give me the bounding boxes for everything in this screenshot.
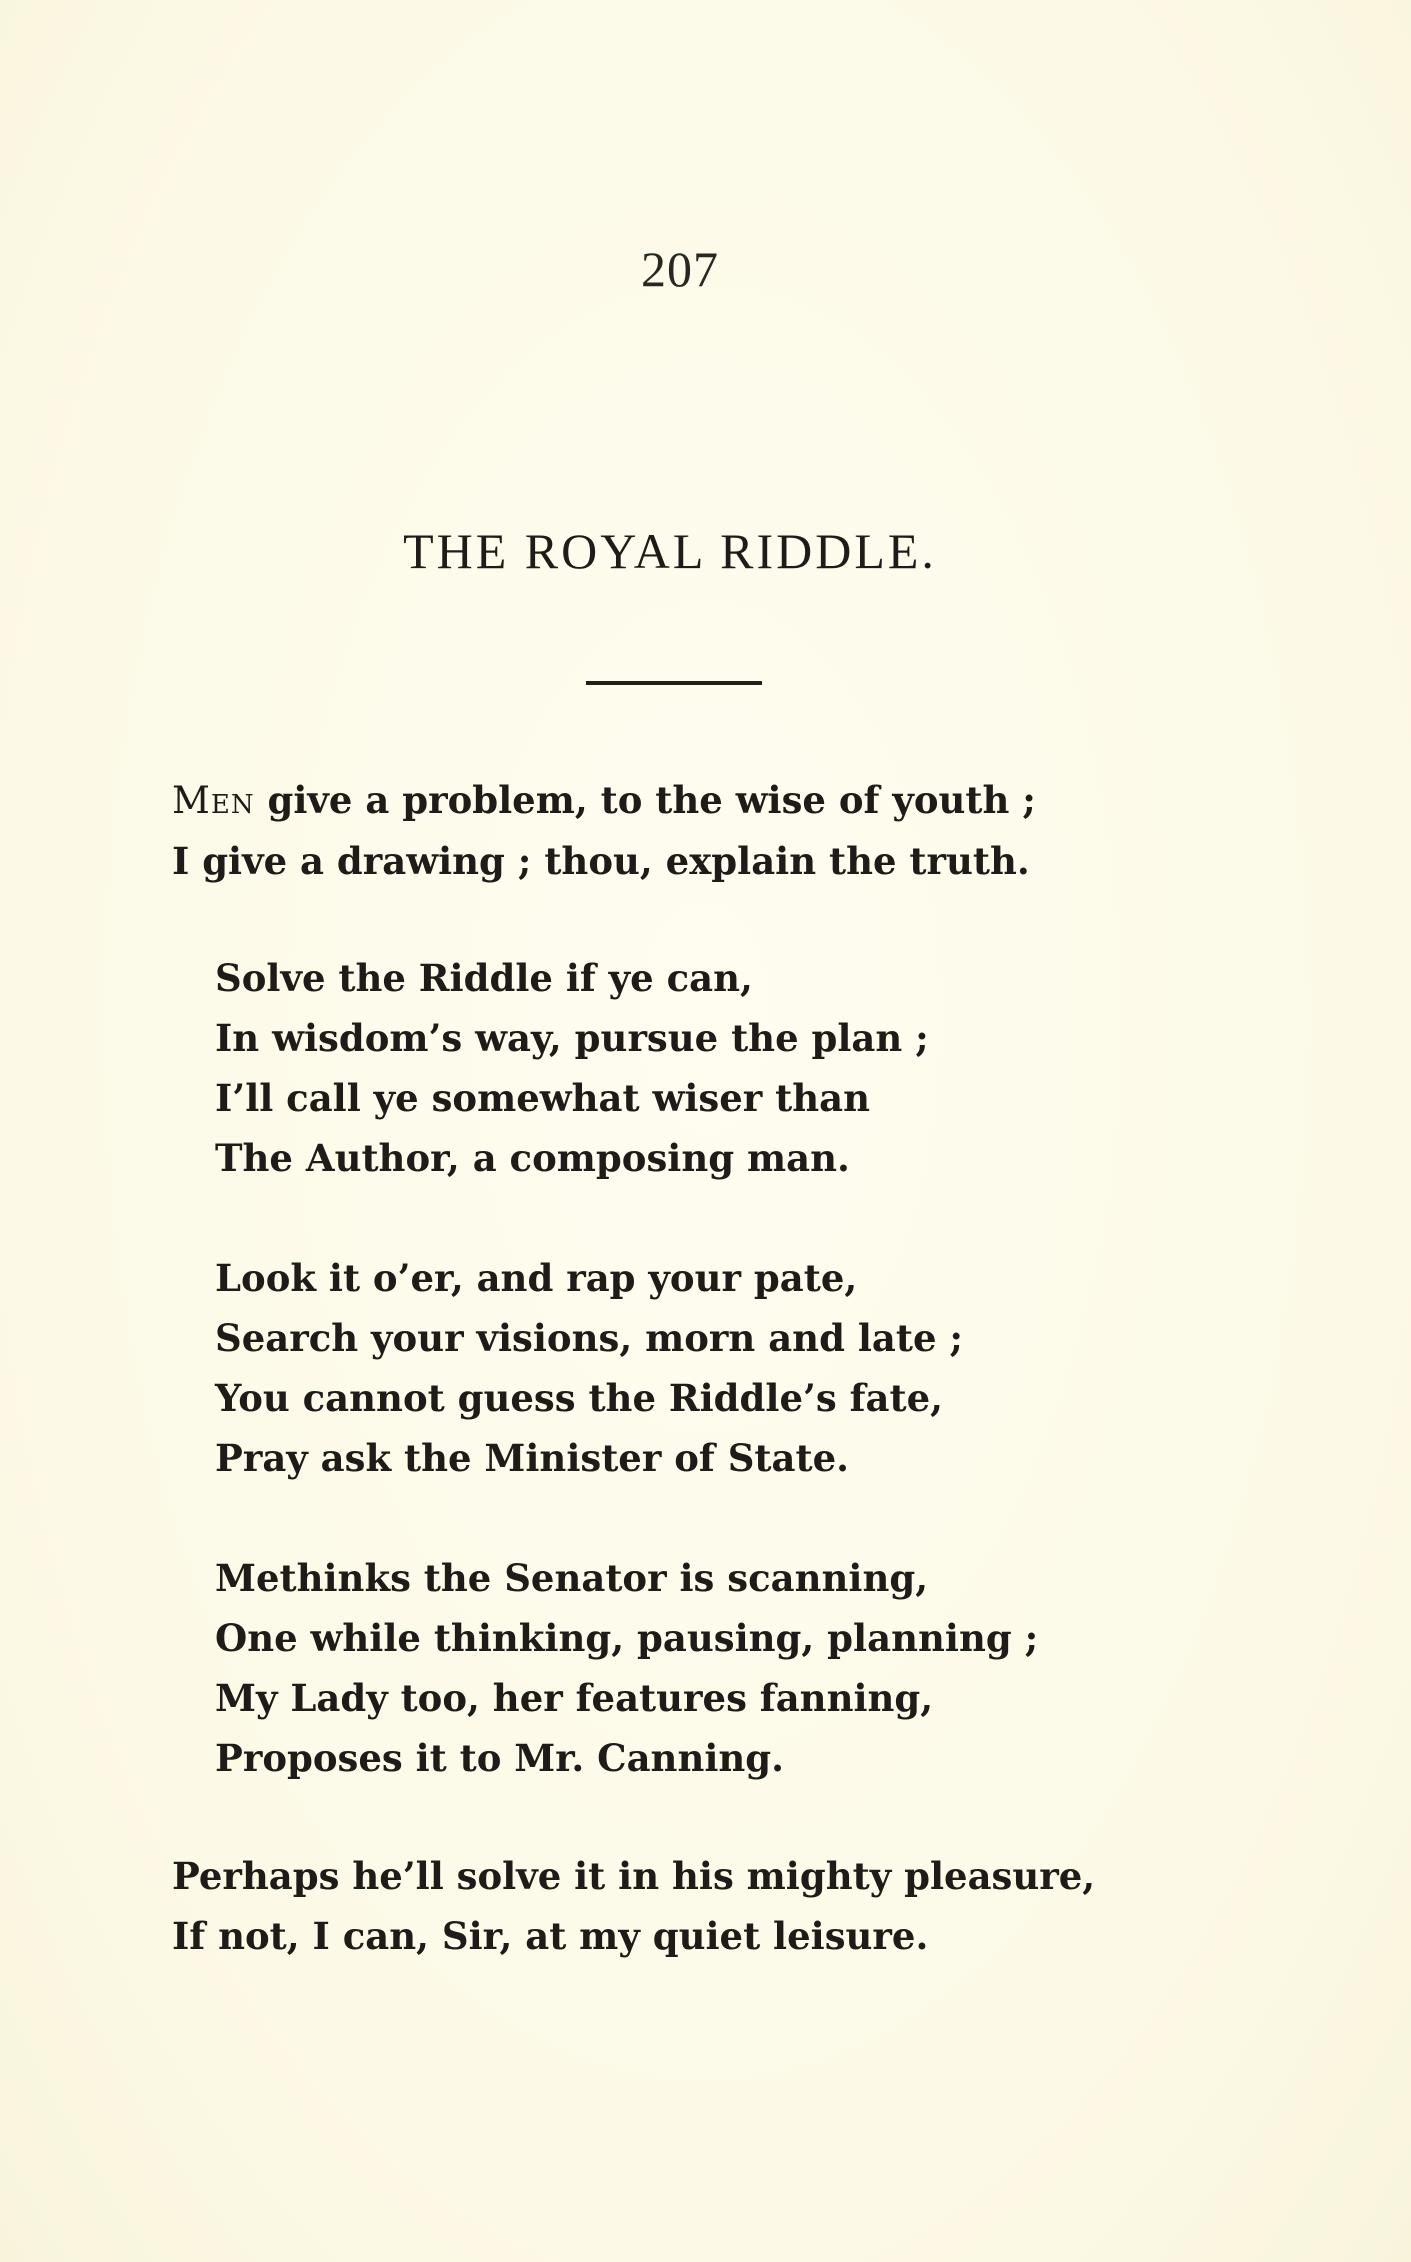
intro-line-1 xyxy=(172,778,1036,822)
closing-line-2: If not, I can, Sir, at my quiet leisure. xyxy=(172,1914,929,1958)
stanza2-line-3: You cannot guess the Riddle’s fate, xyxy=(215,1376,944,1420)
stanza3-line-2: One while thinking, pausing, planning ; xyxy=(215,1616,1039,1660)
stanza1-line-3: I’ll call ye somewhat wiser than xyxy=(215,1076,871,1120)
stanza2-line-4: Pray ask the Minister of State. xyxy=(215,1436,849,1480)
stanza2-line-2: Search your visions, morn and late ; xyxy=(215,1316,964,1360)
stanza3-line-3: My Lady too, her features fanning, xyxy=(215,1676,934,1720)
stanza1-line-4: The Author, a composing man. xyxy=(215,1136,850,1180)
stanza2-line-1: Look it o’er, and rap your pate, xyxy=(215,1256,858,1300)
stanza1-line-1: Solve the Riddle if ye can, xyxy=(215,956,753,1000)
page-number: 207 xyxy=(641,241,719,297)
intro-line-2: I give a drawing ; thou, explain the truth. xyxy=(172,839,1030,883)
stanza1-line-2: In wisdom’s way, pursue the plan ; xyxy=(215,1016,929,1060)
poem-title: THE ROYAL RIDDLE. xyxy=(403,523,937,579)
stanza3-line-1: Methinks the Senator is scanning, xyxy=(215,1556,929,1600)
intro-line-1-rest: give a problem, to the wise of youth ; xyxy=(254,778,1036,822)
intro-lead-word: Men xyxy=(172,779,255,822)
stanza3-line-4: Proposes it to Mr. Canning. xyxy=(215,1736,785,1780)
closing-line-1: Perhaps he’ll solve it in his mighty pleasure, xyxy=(172,1854,1096,1898)
title-rule xyxy=(586,681,762,685)
